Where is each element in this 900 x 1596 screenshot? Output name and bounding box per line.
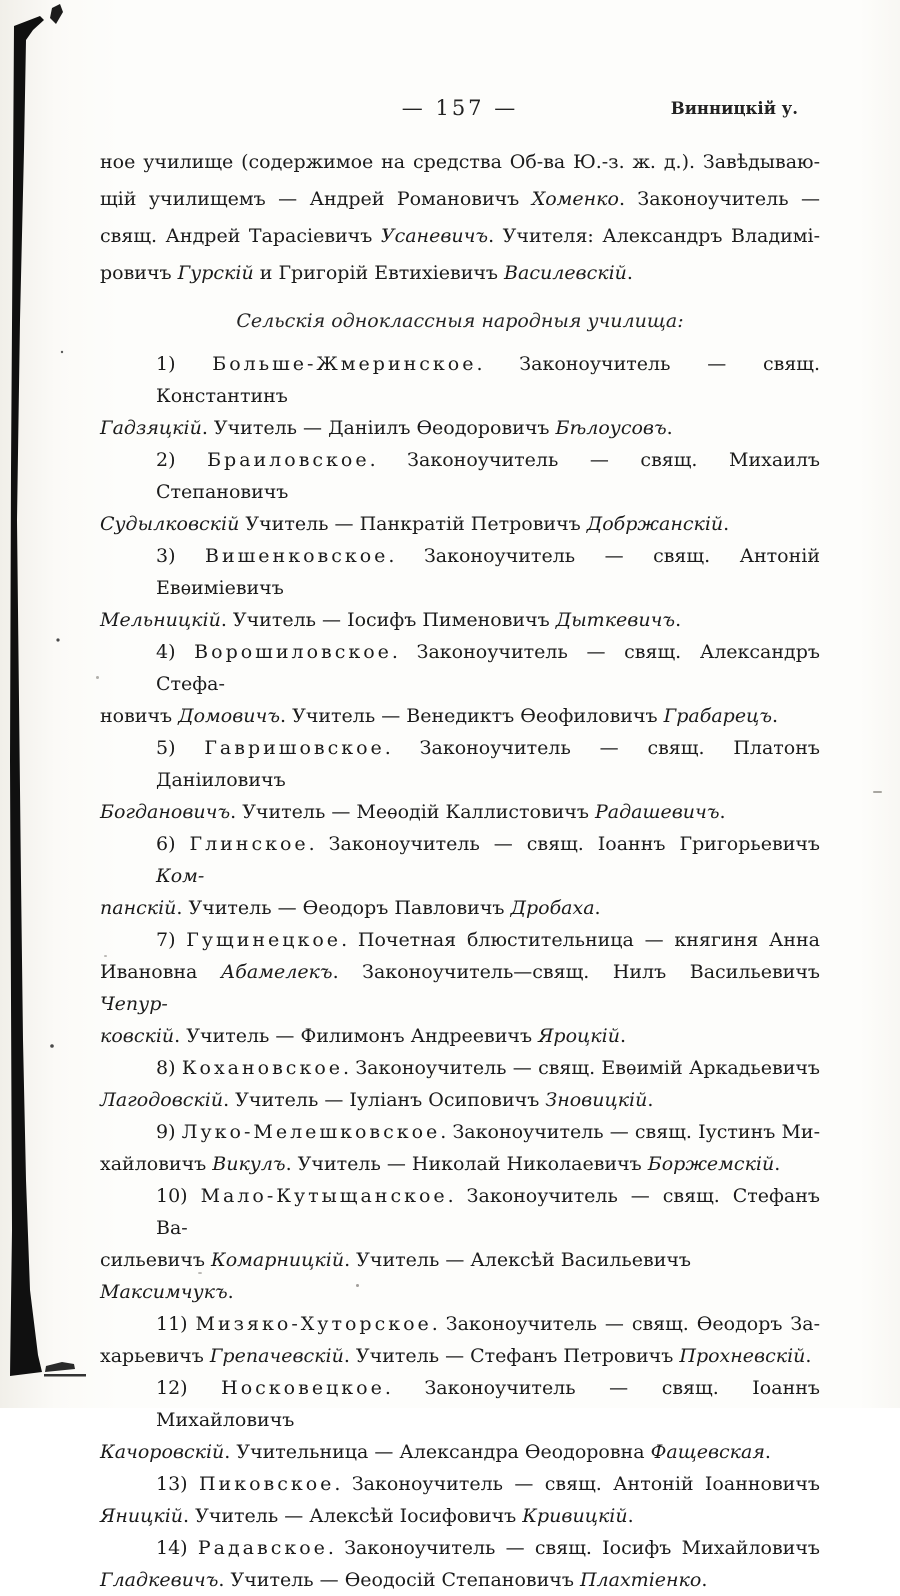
text-run: . Учителя: Александръ Владимі- <box>488 225 821 247</box>
text-line <box>100 700 820 732</box>
text-run: харьевичъ <box>100 1345 210 1367</box>
text-line <box>100 636 820 700</box>
text-line <box>100 444 820 508</box>
text-run: . Законоучитель — свящ. Стефанъ Ва- <box>156 1185 820 1239</box>
page-body <box>100 144 820 1596</box>
text-line <box>100 1244 820 1308</box>
text-run: и Григорій Евтихіевичъ <box>253 262 505 284</box>
text-line <box>100 1532 820 1564</box>
entry-paragraph <box>100 348 820 444</box>
school-name: Глинское <box>189 833 309 855</box>
entry-paragraph <box>100 636 820 732</box>
entry-paragraph <box>100 732 820 828</box>
text-run: . <box>774 1153 781 1175</box>
text-line <box>100 1180 820 1244</box>
scan-speckle <box>873 791 882 793</box>
text-run: . Учитель — Іосифъ Пименовичъ <box>220 609 556 631</box>
text-run: . Учитель — Меѳодій Каллистовичъ <box>230 801 595 823</box>
school-name: Ворошиловское <box>194 641 392 663</box>
text-run: . <box>771 705 779 727</box>
surname-italic: Радашевичъ <box>594 801 720 823</box>
text-run: 10) <box>156 1185 201 1207</box>
surname-italic: Гурскій <box>177 262 254 284</box>
text-run: . <box>805 1345 812 1367</box>
text-line <box>100 796 820 828</box>
surname-italic: Лагодовскій <box>100 1089 224 1111</box>
text-line <box>100 1500 820 1532</box>
school-name: Мало-Кутыщанское <box>200 1185 448 1207</box>
surname-italic: Мельницкій <box>100 609 221 631</box>
text-run: . <box>764 1441 771 1463</box>
text-line <box>100 540 820 604</box>
entry-paragraph <box>100 1180 820 1308</box>
page-number: — 157 — <box>401 96 519 120</box>
surname-italic: Бѣлоусовъ <box>555 417 667 439</box>
text-line <box>100 828 820 892</box>
text-run: 2) <box>156 449 208 471</box>
text-run: новичъ <box>100 705 179 727</box>
text-run: . Законоучитель—свящ. Нилъ Васильевичъ <box>332 961 820 983</box>
running-title: Винницкій у. <box>670 99 798 118</box>
text-line <box>100 348 820 412</box>
surname-italic: Дыткевичъ <box>555 609 676 631</box>
text-line <box>100 1020 820 1052</box>
surname-italic: Чепур- <box>100 993 168 1015</box>
surname-italic: Добржанскій <box>586 513 724 535</box>
text-line <box>100 892 820 924</box>
text-run: 5) <box>156 737 205 759</box>
text-run: 4) <box>156 641 195 663</box>
text-run: . Учитель — Ѳеодоръ Павловичъ <box>176 897 511 919</box>
entry-paragraph <box>100 924 820 1052</box>
school-name: Пиковское <box>198 1473 335 1495</box>
text-line <box>100 1148 820 1180</box>
school-name: Кохановское <box>181 1057 343 1079</box>
text-run: . <box>701 1569 708 1591</box>
text-run: свящ. Андрей Тарасіевичъ <box>100 225 381 247</box>
text-run: . <box>594 897 601 919</box>
text-run: . Учитель — Венедиктъ Ѳеофиловичъ <box>280 705 664 727</box>
surname-italic: Дробаха <box>510 897 595 919</box>
surname-italic: Гладкевичъ <box>100 1569 219 1591</box>
surname-italic: Кривицкій <box>522 1505 628 1527</box>
text-run: . Почетная блюстительница — княгиня Анна <box>341 929 820 951</box>
text-run: сильевичъ <box>100 1249 212 1271</box>
text-run: . <box>723 513 730 535</box>
surname-italic: Василевскій <box>504 262 627 284</box>
entry-paragraph <box>100 540 820 636</box>
text-run: . Учитель — Стефанъ Петровичъ <box>343 1345 680 1367</box>
entry-paragraph <box>100 1308 820 1372</box>
surname-italic: Максимчукъ <box>100 1281 228 1303</box>
school-name: Браиловское <box>207 449 370 471</box>
text-line <box>100 604 820 636</box>
text-run: . Учитель — Ѳеодосій Степановичъ <box>218 1569 580 1591</box>
text-line <box>100 412 820 444</box>
surname-italic: Домовичъ <box>178 705 281 727</box>
school-name: Луко-Мелешковское <box>181 1121 441 1143</box>
surname-italic: Зновицкій <box>545 1089 648 1111</box>
text-run: 6) <box>156 833 190 855</box>
text-line <box>100 181 820 218</box>
surname-italic: Ком- <box>156 865 205 887</box>
section-heading: Сельскія одноклассныя народныя училища: <box>236 310 684 332</box>
entry-paragraph <box>100 1116 820 1180</box>
text-line <box>100 1372 820 1436</box>
text-run: . Учитель — Филимонъ Андреевичъ <box>174 1025 539 1047</box>
entry-paragraph <box>100 1468 820 1532</box>
surname-italic: панскій <box>100 897 177 919</box>
surname-italic: Абамелекъ <box>220 961 333 983</box>
text-line <box>100 1564 820 1596</box>
text-line <box>100 956 820 1020</box>
text-line <box>100 1436 820 1468</box>
text-run: Ивановна <box>100 961 221 983</box>
school-entries <box>100 348 820 1596</box>
text-run: . <box>627 1505 634 1527</box>
text-line <box>100 144 820 181</box>
text-run: хайловичъ <box>100 1153 213 1175</box>
text-run: 11) <box>156 1313 196 1335</box>
text-line <box>100 508 820 540</box>
text-line <box>100 255 820 292</box>
entry-paragraph <box>100 444 820 540</box>
surname-italic: Грабарецъ <box>663 705 772 727</box>
text-run: ровичъ <box>100 262 178 284</box>
text-run: . <box>647 1089 654 1111</box>
text-run: 1) <box>156 353 213 375</box>
surname-italic: Комарницкій <box>211 1249 345 1271</box>
text-run: . Законоучитель — свящ. Іосифъ Михайловичъ <box>327 1537 820 1559</box>
text-run: . Учитель — Алексѣй Іосифовичъ <box>183 1505 523 1527</box>
text-run: . Учитель — Алексѣй Васильевичъ <box>344 1249 692 1271</box>
text-run: . Учительница — Александра Ѳеодоровна <box>224 1441 651 1463</box>
surname-italic: Яроцкій <box>538 1025 620 1047</box>
text-line <box>100 1084 820 1116</box>
text-run: . Законоучитель — свящ. Антоній Евѳиміевичъ <box>156 545 820 599</box>
text-run: . Законоучитель — свящ. Михаилъ Степановичъ <box>156 449 820 503</box>
text-run: ное училище (содержимое на средства Об-ва Ю.-з. ж. д.). Завѣдываю- <box>100 151 820 173</box>
text-line <box>100 1116 820 1148</box>
entry-paragraph <box>100 1532 820 1596</box>
surname-italic: Хоменко <box>531 188 619 210</box>
surname-italic: Грепачевскій <box>209 1345 344 1367</box>
school-name: Вишенковское <box>205 545 389 567</box>
text-run: 9) <box>156 1121 182 1143</box>
text-line <box>100 732 820 796</box>
text-run: 14) <box>156 1537 198 1559</box>
text-run: . Законоучитель — свящ. Александръ Стефа- <box>156 641 820 695</box>
entry-paragraph <box>100 1052 820 1116</box>
text-run: 7) <box>156 929 187 951</box>
surname-italic: Яницкій <box>100 1505 184 1527</box>
text-run: . Законоучитель — свящ. Іоаннъ Михайловичъ <box>156 1377 820 1431</box>
text-run: . Законоучитель — свящ. Ѳеодоръ За- <box>431 1313 820 1335</box>
text-line <box>100 924 820 956</box>
school-name: Гавришовское <box>204 737 385 759</box>
text-run: . Законоучитель — свящ. Евѳимій Аркадьевичъ <box>343 1057 821 1079</box>
text-run: . <box>675 609 682 631</box>
text-run: 3) <box>156 545 205 567</box>
text-line <box>100 1468 820 1500</box>
intro-paragraph <box>100 144 820 292</box>
surname-italic: Гадзяцкій <box>100 417 202 439</box>
text-run: . Учитель — Николай Николаевичъ <box>285 1153 648 1175</box>
text-run: 13) <box>156 1473 199 1495</box>
binding-edge-artifact <box>0 0 90 1408</box>
text-run: . Законоучитель — <box>618 188 821 210</box>
text-run: . Законоучитель — свящ. Іустинъ Ми- <box>440 1121 820 1143</box>
school-name: Носковецкое <box>221 1377 385 1399</box>
text-run: . Законоучитель — свящ. Платонъ Даніиловичъ <box>156 737 820 791</box>
entry-paragraph <box>100 1372 820 1468</box>
surname-italic: ковскій <box>100 1025 175 1047</box>
surname-italic: Плахтіенко <box>579 1569 702 1591</box>
text-run: . Законоучитель — свящ. Іоаннъ Григорьевичъ <box>308 833 821 855</box>
surname-italic: Викулъ <box>212 1153 286 1175</box>
text-run: . Учитель — Іуліанъ Осиповичъ <box>223 1089 546 1111</box>
surname-italic: Качоровскій <box>100 1441 225 1463</box>
text-line <box>100 1052 820 1084</box>
school-name: Гущинецкое <box>186 929 342 951</box>
text-run: . <box>626 262 633 284</box>
surname-italic: Судылковскій <box>100 513 240 535</box>
page-header <box>100 96 820 130</box>
text-run: щій училищемъ — Андрей Романовичъ <box>100 188 532 210</box>
school-name: Радавское <box>197 1537 328 1559</box>
text-run: . Законоучитель — свящ. Антоній Іоанновичъ <box>334 1473 820 1495</box>
text-run: . Учитель — Даніилъ Ѳеодоровичъ <box>201 417 556 439</box>
surname-italic: Богдановичъ <box>100 801 231 823</box>
surname-italic: Боржемскій <box>647 1153 775 1175</box>
entry-paragraph <box>100 828 820 924</box>
text-run: . <box>619 1025 626 1047</box>
school-name: Больше-Жмеринское <box>212 353 477 375</box>
text-line <box>100 218 820 255</box>
surname-italic: Усаневичъ <box>380 225 489 247</box>
surname-italic: Прохневскій <box>679 1345 806 1367</box>
text-run: . <box>666 417 673 439</box>
text-run: . <box>227 1281 234 1303</box>
text-run: . Законоучитель — свящ. Константинъ <box>156 353 821 407</box>
text-line <box>100 1340 820 1372</box>
text-run: . <box>719 801 726 823</box>
scan-speckle <box>96 676 99 679</box>
surname-italic: Фащевская <box>650 1441 765 1463</box>
text-line <box>100 1308 820 1340</box>
text-run: 12) <box>156 1377 222 1399</box>
text-run: 8) <box>156 1057 182 1079</box>
school-name: Мизяко-Хуторское <box>195 1313 432 1335</box>
text-run: Учитель — Панкратій Петровичъ <box>239 513 587 535</box>
